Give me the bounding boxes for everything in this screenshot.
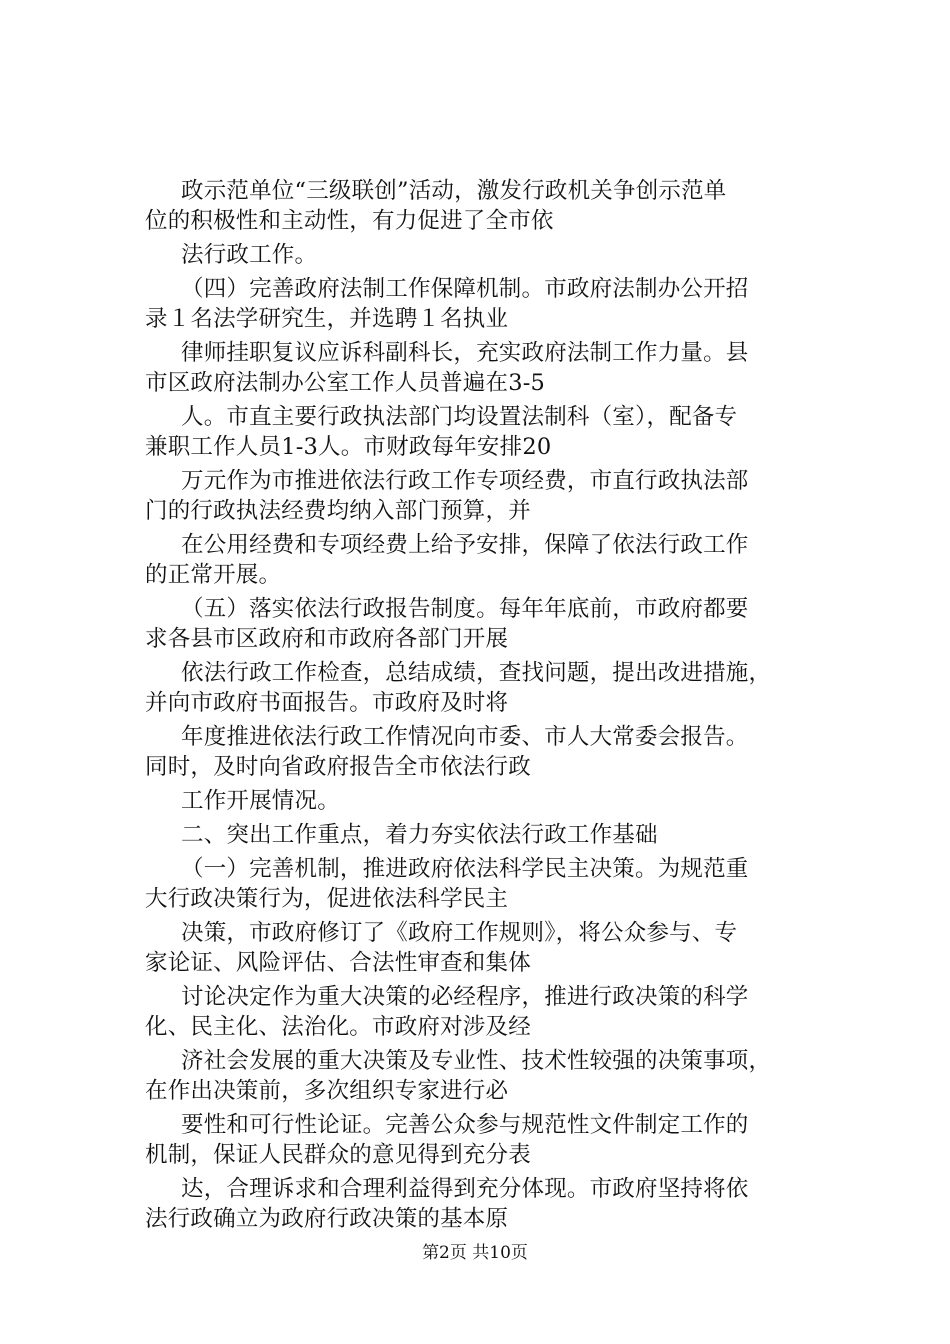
text-line: 求各县市区政府和市政府各部门开展 [145,626,509,652]
text-line: 位的积极性和主动性，有力促进了全市依 [145,208,554,234]
text-line: 家论证、风险评估、合法性审查和集体 [145,950,531,976]
text-line: 工作开展情况。 [181,788,340,814]
text-line: 年度推进依法行政工作情况向市委、市人大常委会报告。 [181,724,749,750]
text-line: 济社会发展的重大决策及专业性、技术性较强的决策事项， [181,1048,772,1074]
text-line: 要性和可行性论证。完善公众参与规范性文件制定工作的 [181,1112,749,1138]
text-line: 法行政确立为政府行政决策的基本原 [145,1206,509,1232]
text-line: 政示范单位“三级联创”活动，激发行政机关争创示范单 [181,178,727,204]
document-body [145,176,845,1234]
text-line: 录１名法学研究生，并选聘１名执业 [145,306,509,332]
text-line: 万元作为市推进依法行政工作专项经费，市直行政执法部 [181,468,749,494]
text-line: 依法行政工作检查，总结成绩，查找问题，提出改进措施， [181,660,772,686]
text-line: 达，合理诉求和合理利益得到充分体现。市政府坚持将依 [181,1176,749,1202]
text-line: 大行政决策行为，促进依法科学民主 [145,886,509,912]
text-line: 决策，市政府修订了《政府工作规则》，将公众参与、专 [181,920,738,946]
text-line: 市区政府法制办公室工作人员普遍在3-5 [145,370,546,396]
text-line: 并向市政府书面报告。市政府及时将 [145,690,509,716]
text-line: （一）完善机制，推进政府依法科学民主决策。为规范重 [181,856,749,882]
text-line: 的正常开展。 [145,562,282,588]
text-line: 兼职工作人员1-3人。市财政每年安排20 [145,434,552,460]
text-line: 化、民主化、法治化。市政府对涉及经 [145,1014,531,1040]
text-line: 机制，保证人民群众的意见得到充分表 [145,1142,531,1168]
section-heading: 二、突出工作重点，着力夯实依法行政工作基础 [181,822,658,848]
text-line: 讨论决定作为重大决策的必经程序，推进行政决策的科学 [181,984,749,1010]
text-line: 法行政工作。 [181,242,318,268]
text-line: 人。市直主要行政执法部门均设置法制科（室），配备专 [181,404,738,430]
page-number-footer: 第2页 共10页 [422,1243,528,1263]
text-line: 律师挂职复议应诉科副科长，充实政府法制工作力量。县 [181,340,749,366]
text-line: （五）落实依法行政报告制度。每年年底前，市政府都要 [181,596,749,622]
text-line: 门的行政执法经费均纳入部门预算，并 [145,498,531,524]
text-line: 在公用经费和专项经费上给予安排，保障了依法行政工作 [181,532,749,558]
text-line: 同时，及时向省政府报告全市依法行政 [145,754,531,780]
text-line: 在作出决策前，多次组织专家进行必 [145,1078,509,1104]
text-line: （四）完善政府法制工作保障机制。市政府法制办公开招 [181,276,749,302]
